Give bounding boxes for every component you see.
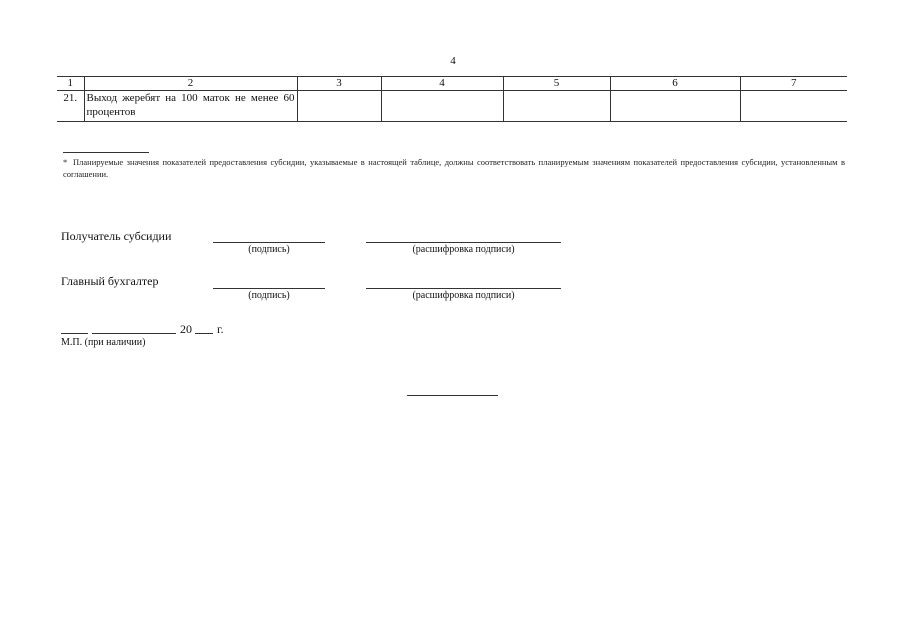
- indicator-name: Выход жеребят на 100 маток не менее 60 процентов: [84, 91, 297, 122]
- accountant-signature-line: [213, 288, 325, 289]
- accountant-signature-caption: (подпись): [248, 290, 290, 301]
- accountant-decode-caption: (расшифровка подписи): [412, 290, 515, 301]
- cell-col-4: [381, 91, 503, 122]
- column-header-6: 6: [610, 77, 740, 91]
- recipient-signature-line: [213, 242, 325, 243]
- accountant-label: Главный бухгалтер: [61, 274, 159, 288]
- column-header-3: 3: [297, 77, 381, 91]
- date-year-suffix: г.: [217, 322, 224, 336]
- seal-label: М.П. (при наличии): [61, 337, 146, 348]
- column-header-1: 1: [57, 77, 84, 91]
- cell-col-6: [610, 91, 740, 122]
- column-header-5: 5: [503, 77, 610, 91]
- date-year-blank: [195, 333, 213, 334]
- date-day-blank: [61, 333, 88, 334]
- indicators-table: [57, 76, 847, 122]
- accountant-decode-line: [366, 288, 561, 289]
- footnote-divider: [63, 152, 149, 153]
- column-header-7: 7: [740, 77, 847, 91]
- recipient-label: Получатель субсидии: [61, 229, 172, 243]
- cell-col-5: [503, 91, 610, 122]
- row-number: 21.: [57, 91, 84, 122]
- column-header-2: 2: [84, 77, 297, 91]
- recipient-signature-caption: (подпись): [248, 244, 290, 255]
- footnote-text: Планируемые значения показателей предоставления субсидии, указываемые в настоящей таблице, должны соответствовать планируемым значениям показателей предоставления субсидии, установленным в соглашении.: [63, 157, 845, 179]
- page-number: 4: [450, 55, 456, 67]
- date-year-prefix: 20: [180, 322, 192, 336]
- cell-col-7: [740, 91, 847, 122]
- end-divider: [407, 395, 498, 396]
- table-header-row: [57, 77, 847, 91]
- date-month-blank: [92, 333, 176, 334]
- footnote: [63, 156, 845, 180]
- footnote-mark: *: [63, 157, 68, 167]
- table-row: [57, 91, 847, 122]
- column-header-4: 4: [381, 77, 503, 91]
- recipient-decode-caption: (расшифровка подписи): [412, 244, 515, 255]
- cell-col-3: [297, 91, 381, 122]
- recipient-decode-line: [366, 242, 561, 243]
